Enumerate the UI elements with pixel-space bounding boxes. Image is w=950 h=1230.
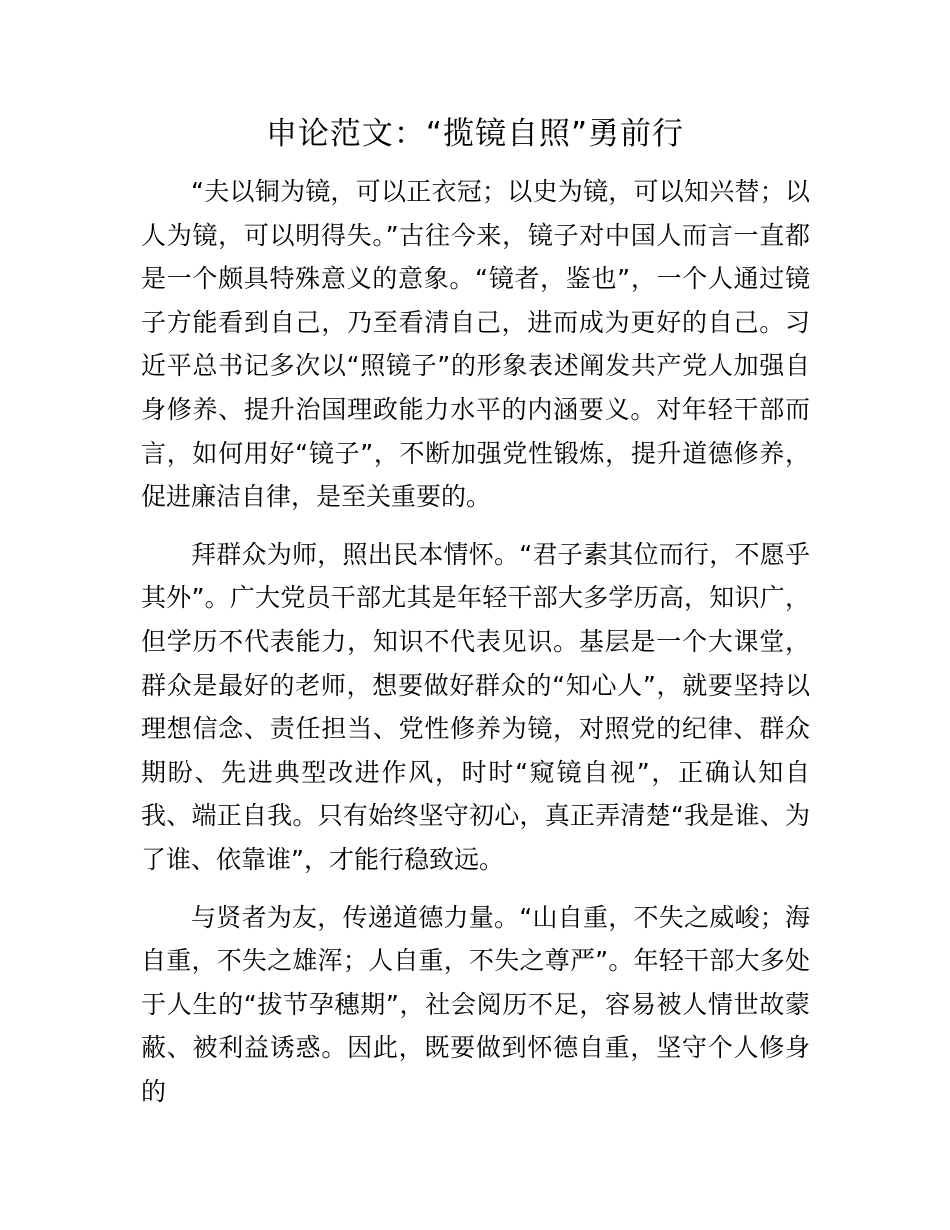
paragraph-1: “夫以铜为镜，可以正衣冠；以史为镜，可以知兴替；以人为镜，可以明得失。”古往今来，镜子对中国人而言一直都是一个颇具特殊意义的意象。“镜者，鉴也”，一个人通过镜子方能看到自己，乃至看清自己，进而成为更好的自己。习近平总书记多次以“照镜子”的形象表述阐发共产党人加强自身修养、提升治国理政能力水平的内涵要义。对年轻干部而言，如何用好“镜子”，不断加强党性锻炼，提升道德修养，促进廉洁自律，是至关重要的。 <box>141 177 810 512</box>
paragraph-2: 拜群众为师，照出民本情怀。“君子素其位而行，不愿乎其外”。广大党员干部尤其是年轻干部大多学历高，知识广，但学历不代表能力，知识不代表见识。基层是一个大课堂，群众是最好的老师，想要做好群众的“知心人”，就要坚持以理想信念、责任担当、党性修养为镜，对照党的纪律、群众期盼、先进典型改进作风，时时“窥镜自视”，正确认知自我、端正自我。只有始终坚守初心，真正弄清楚“我是谁、为了谁、依靠谁”，才能行稳致远。 <box>141 539 810 874</box>
document-title: 申论范文：“揽镜自照”勇前行 <box>265 116 685 152</box>
document-body <box>141 170 810 1127</box>
paragraph-3: 与贤者为友，传递道德力量。“山自重，不失之威峻；海自重，不失之雄浑；人自重，不失之尊严”。年轻干部大多处于人生的“拔节孕穗期”，社会阅历不足，容易被人情世故蒙蔽、被利益诱惑。因此，既要做到怀德自重，坚守个人修身的 <box>141 902 810 1106</box>
